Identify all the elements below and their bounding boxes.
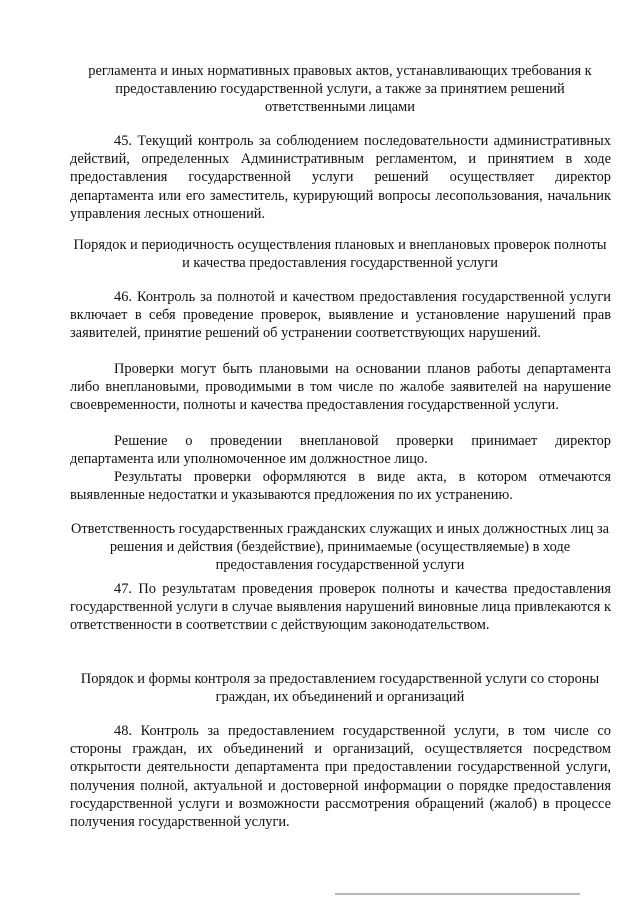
section-heading-continuation: регламента и иных нормативных правовых актов, устанавливающих требования к предоставлению государственной услуги, а также за принятием решений ответственными лицами <box>88 63 592 115</box>
paragraph-46-4: Результаты проверки оформляются в виде акта, в котором отмечаются выявленные недостатки и указываются предложения по их устранению. <box>70 469 611 504</box>
scan-artifact-line <box>335 893 580 895</box>
paragraph-46-1: 46. Контроль за полнотой и качеством предоставления государственной услуги включает в себя проведение проверок, выявление и установление нарушений прав заявителей, принятие решений об устранении соответствующих нарушений. <box>70 289 611 342</box>
paragraph-46-3: Решение о проведении внеплановой проверки принимает директор департамента или уполномоченное им должностное лицо. <box>70 433 611 468</box>
paragraph-45: 45. Текущий контроль за соблюдением последовательности административных действий, определенных Административным регламентом, и принятием в ходе предоставления государственной услуги решений осуществляет директор департамента или его заместитель, курирующий вопросы лесопользования, начальник управления лесных отношений. <box>70 133 611 222</box>
section-heading-inspections: Порядок и периодичность осуществления плановых и внеплановых проверок полноты и качества предоставления государственной услуги <box>73 237 607 271</box>
section-heading-public-control: Порядок и формы контроля за предоставлением государственной услуги со стороны граждан, их объединений и организаций <box>80 671 600 705</box>
section-heading-responsibility: Ответственность государственных гражданских служащих и иных должностных лиц за решения и действия (бездействие), принимаемые (осуществляемые) в ходе предоставления государственной услуги <box>70 521 610 573</box>
paragraph-47: 47. По результатам проведения проверок полноты и качества предоставления государственной услуги в случае выявления нарушений виновные лица привлекаются к ответственности в соответствии с действующим законодательством. <box>70 581 611 634</box>
paragraph-48: 48. Контроль за предоставлением государственной услуги, в том числе со стороны граждан, их объединений и организаций, осуществляется посредством открытости деятельности департамента при предоставлении государственной услуги, получения полной, актуальной и достоверной информации о порядке предоставления государственной услуги и возможности рассмотрения обращений (жалоб) в процессе получения государственной услуги. <box>70 723 611 831</box>
paragraph-46-2: Проверки могут быть плановыми на основании планов работы департамента либо внеплановыми, проводимыми в том числе по жалобе заявителей на нарушение своевременности, полноты и качества предоставления государственной услуги. <box>70 361 611 414</box>
